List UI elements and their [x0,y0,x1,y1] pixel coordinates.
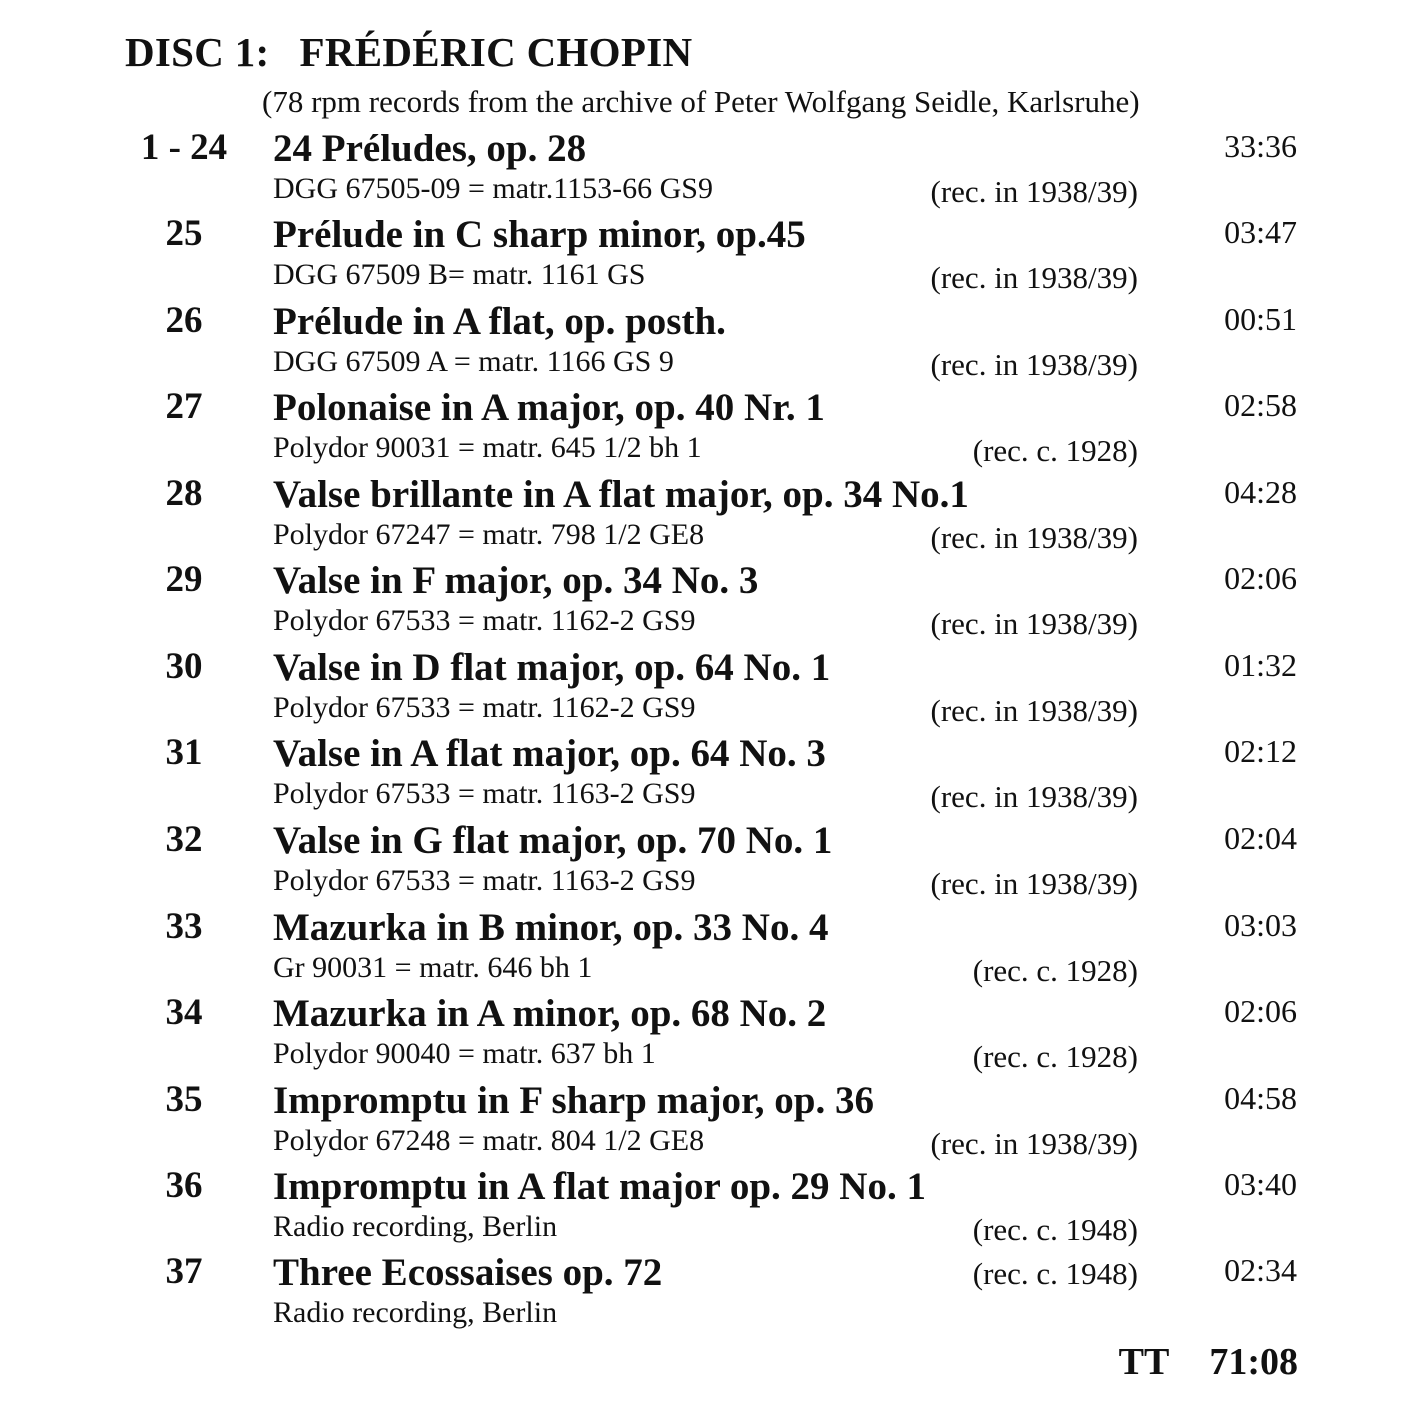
track-number: 31 [165,732,203,773]
record-label: Polydor 67533 = matr. 1163-2 GS9 [273,864,696,897]
disc-heading [125,28,692,76]
composer-name: FRÉDÉRIC CHOPIN [299,29,693,75]
track-number: 36 [165,1165,203,1206]
track-title: Polonaise in A major, op. 40 Nr. 1 [273,386,825,429]
track-number: 35 [165,1079,203,1120]
track-title: Three Ecossaises op. 72 [273,1251,663,1294]
recording-date: (rec. c. 1948) [972,1256,1138,1291]
record-label: DGG 67505-09 = matr.1153-66 GS9 [273,172,713,205]
track-entry [0,126,1422,212]
track-number: 27 [165,386,203,427]
record-label: Radio recording, Berlin [273,1210,558,1243]
track-number: 29 [165,559,203,600]
track-entry [0,472,1422,558]
total-time-value: 71:08 [1209,1341,1298,1383]
track-duration: 04:28 [1224,474,1297,510]
record-label: Polydor 67248 = matr. 804 1/2 GE8 [273,1124,705,1157]
record-label: Gr 90031 = matr. 646 bh 1 [273,951,593,984]
record-label: Polydor 67533 = matr. 1162-2 GS9 [273,691,696,724]
track-duration: 02:34 [1224,1252,1297,1288]
track-entry [0,905,1422,991]
record-label: Polydor 90040 = matr. 637 bh 1 [273,1037,656,1070]
record-label: Polydor 67247 = matr. 798 1/2 GE8 [273,518,705,551]
recording-date: (rec. c. 1928) [972,1039,1138,1074]
track-title: 24 Préludes, op. 28 [273,127,587,170]
recording-date: (rec. in 1938/39) [930,779,1138,814]
record-label: Polydor 67533 = matr. 1163-2 GS9 [273,777,696,810]
record-label: DGG 67509 B= matr. 1161 GS [273,258,646,291]
track-entry [0,731,1422,817]
track-entry [0,558,1422,644]
track-title: Valse in F major, op. 34 No. 3 [273,559,759,602]
track-entry [0,1078,1422,1164]
disc-label: DISC 1: [125,29,270,75]
track-number: 34 [165,992,203,1033]
recording-date: (rec. c. 1948) [972,1212,1138,1247]
total-time [1119,1340,1298,1384]
track-entry [0,299,1422,385]
track-entry [0,212,1422,298]
track-title: Impromptu in F sharp major, op. 36 [273,1079,874,1122]
track-duration: 33:36 [1224,128,1297,164]
archive-note: (78 rpm records from the archive of Peter Wolfgang Seidle, Karlsruhe) [262,84,1140,119]
track-duration: 02:12 [1224,733,1297,769]
track-title: Valse brillante in A flat major, op. 34 No.1 [273,473,969,516]
track-duration: 02:06 [1224,993,1297,1029]
track-duration: 01:32 [1224,647,1297,683]
track-duration: 04:58 [1224,1080,1297,1116]
track-title: Prélude in A flat, op. posth. [273,300,726,343]
track-title: Mazurka in B minor, op. 33 No. 4 [273,906,829,949]
track-entry [0,818,1422,904]
track-title: Valse in A flat major, op. 64 No. 3 [273,732,826,775]
recording-date: (rec. c. 1928) [972,433,1138,468]
track-number: 1 - 24 [140,127,228,168]
recording-date: (rec. in 1938/39) [930,520,1138,555]
track-number: 25 [165,213,203,254]
track-number: 32 [165,819,203,860]
track-duration: 02:04 [1224,820,1297,856]
track-entry [0,385,1422,471]
track-entry [0,645,1422,731]
track-duration: 03:47 [1224,214,1297,250]
track-entry [0,1250,1422,1336]
record-label: Polydor 67533 = matr. 1162-2 GS9 [273,604,696,637]
track-title: Prélude in C sharp minor, op.45 [273,213,806,256]
recording-date: (rec. c. 1928) [972,953,1138,988]
track-number: 26 [165,300,203,341]
recording-date: (rec. in 1938/39) [930,606,1138,641]
record-label: Radio recording, Berlin [273,1296,558,1329]
track-duration: 03:03 [1224,907,1297,943]
recording-date: (rec. in 1938/39) [930,693,1138,728]
track-title: Mazurka in A minor, op. 68 No. 2 [273,992,827,1035]
recording-date: (rec. in 1938/39) [930,347,1138,382]
track-entry [0,991,1422,1077]
record-label: DGG 67509 A = matr. 1166 GS 9 [273,345,674,378]
recording-date: (rec. in 1938/39) [930,260,1138,295]
track-duration: 00:51 [1224,301,1297,337]
track-duration: 03:40 [1224,1166,1297,1202]
recording-date: (rec. in 1938/39) [930,174,1138,209]
total-time-label: TT [1118,1341,1170,1383]
track-title: Impromptu in A flat major op. 29 No. 1 [273,1165,926,1208]
record-label: Polydor 90031 = matr. 645 1/2 bh 1 [273,431,702,464]
track-title: Valse in D flat major, op. 64 No. 1 [273,646,831,689]
track-number: 28 [165,473,203,514]
recording-date: (rec. in 1938/39) [930,1126,1138,1161]
track-title: Valse in G flat major, op. 70 No. 1 [273,819,833,862]
track-number: 37 [165,1251,203,1292]
track-duration: 02:58 [1224,387,1297,423]
track-entry [0,1164,1422,1250]
recording-date: (rec. in 1938/39) [930,866,1138,901]
track-number: 30 [165,646,203,687]
track-number: 33 [165,906,203,947]
track-duration: 02:06 [1224,560,1297,596]
